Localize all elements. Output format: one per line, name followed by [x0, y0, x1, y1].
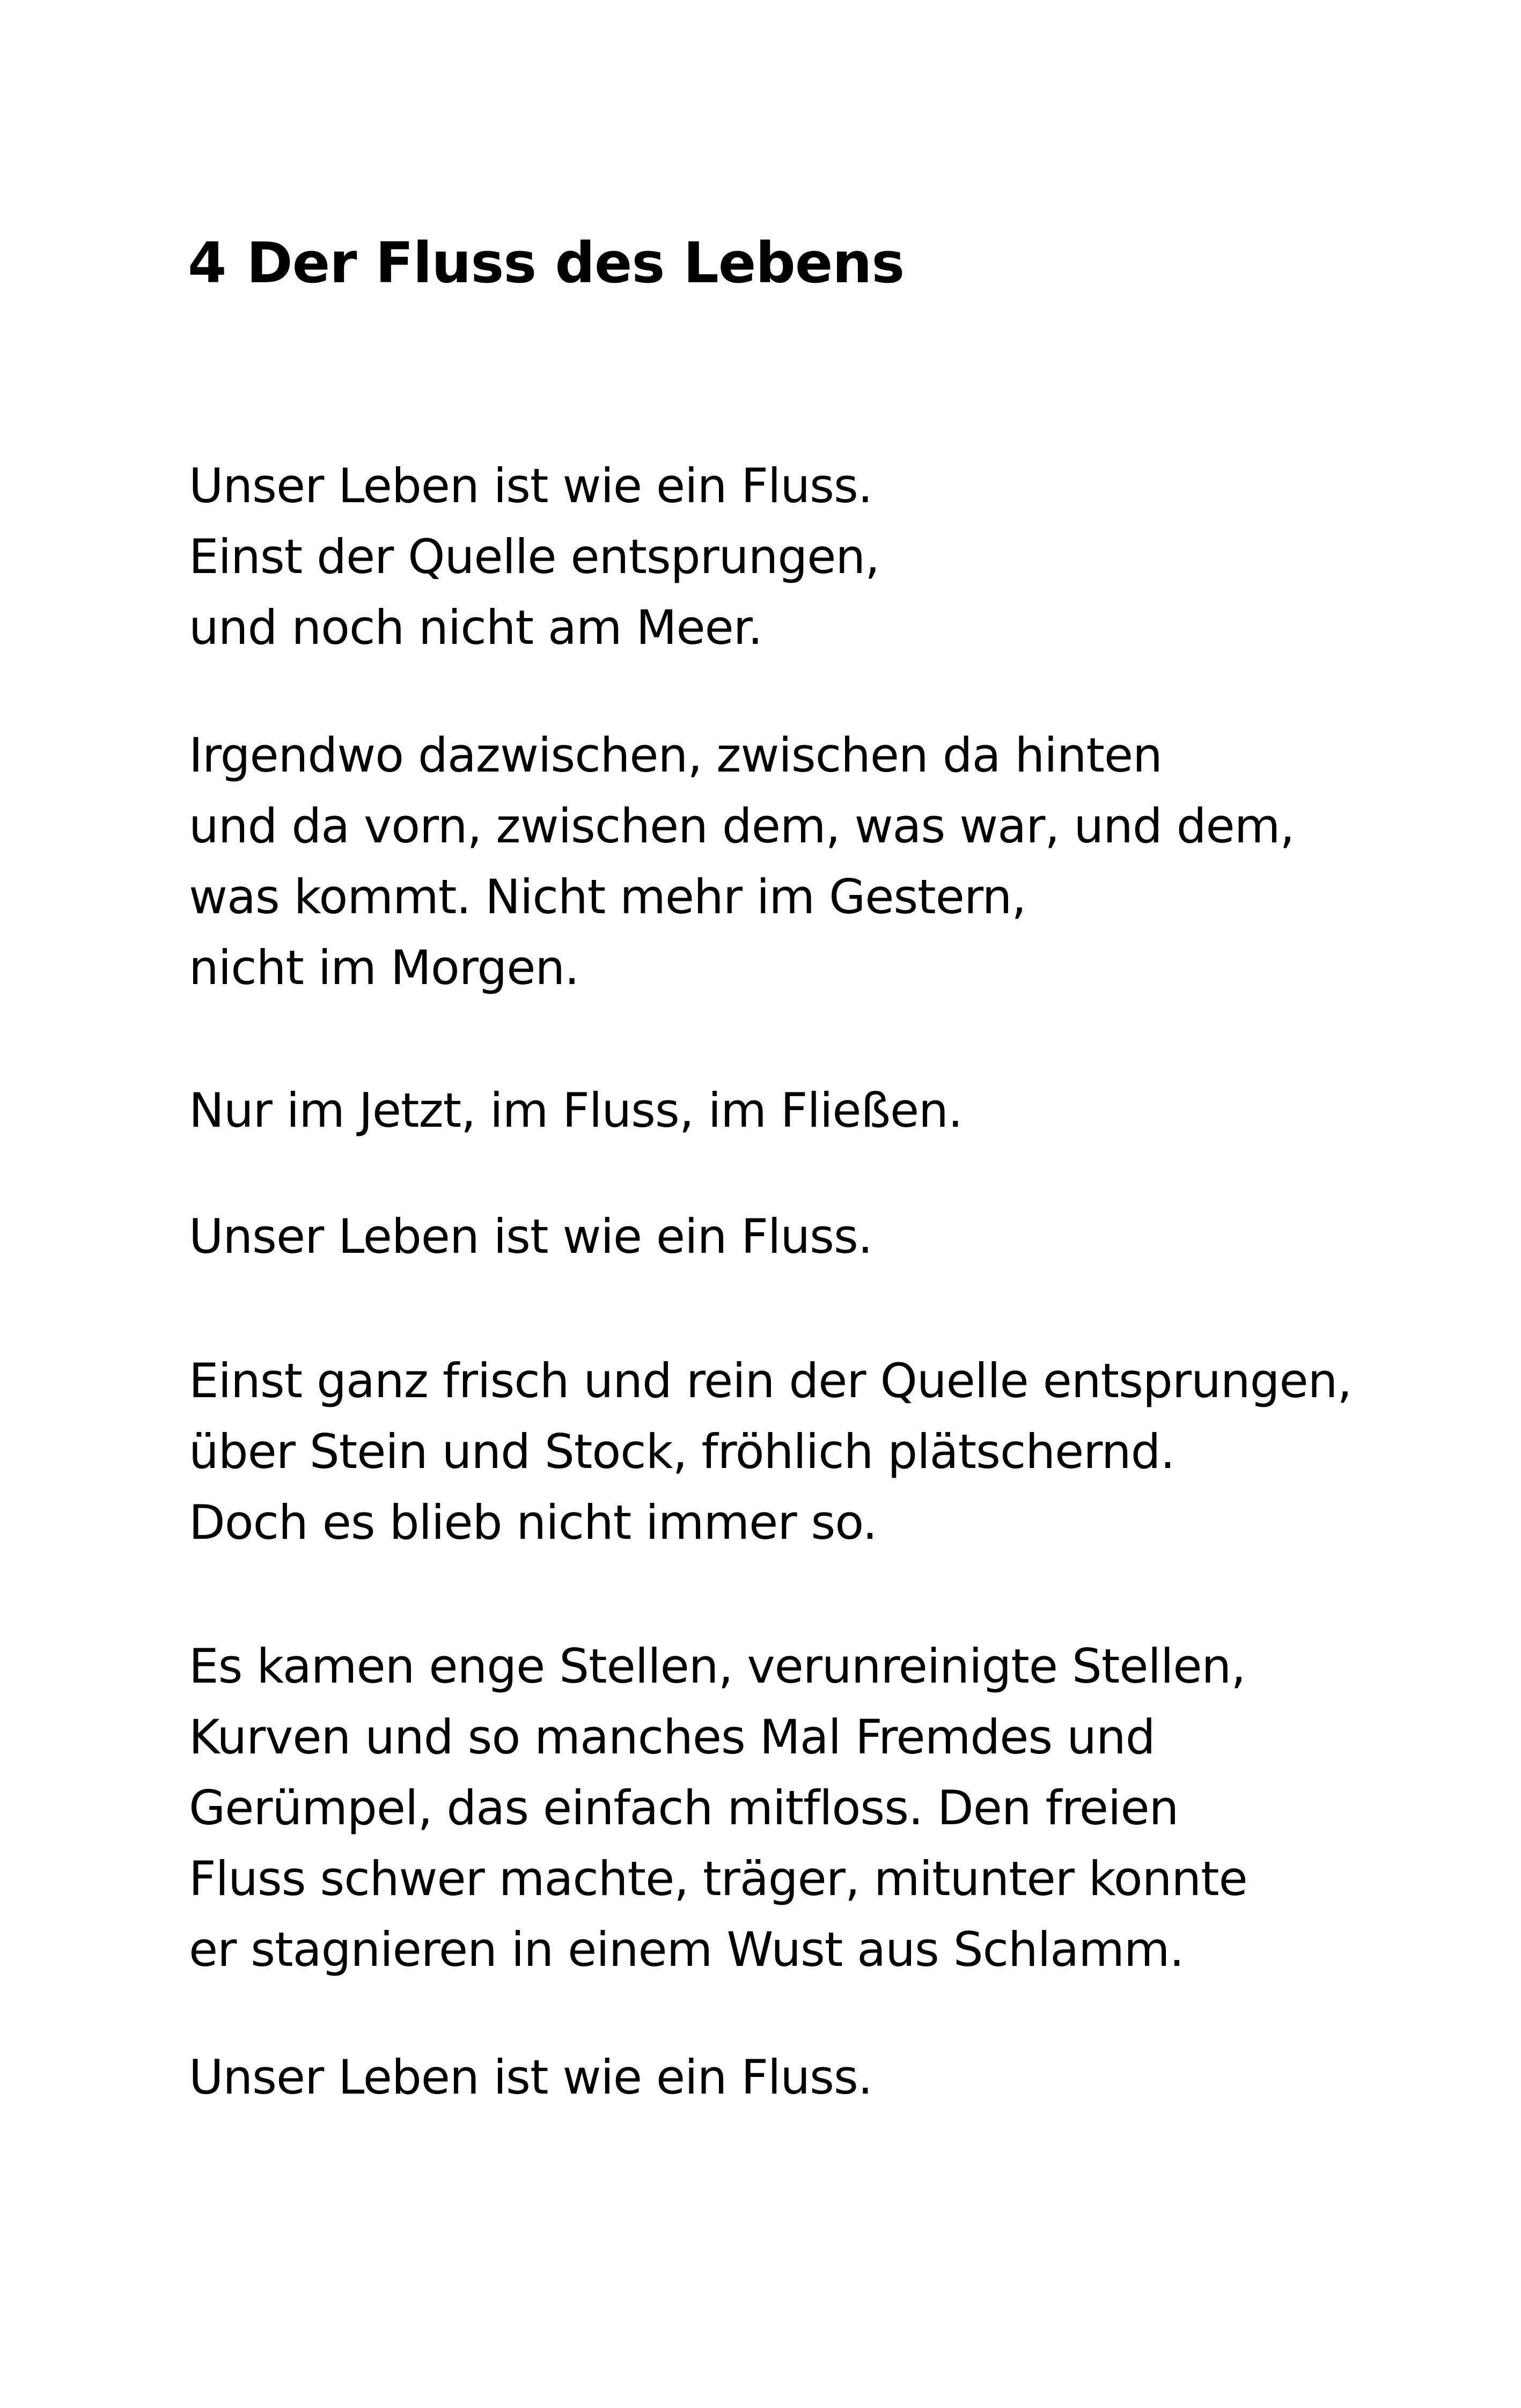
poem-line: Kurven und so manches Mal Fremdes und: [189, 1709, 1155, 1765]
poem-line: Einst der Quelle entsprungen,: [189, 529, 880, 584]
chapter-title: Der Fluss des Lebens: [246, 230, 905, 296]
poem-line: Einst ganz frisch und rein der Quelle entsprungen,: [189, 1353, 1352, 1408]
poem-line: und noch nicht am Meer.: [189, 600, 762, 655]
chapter-number: 4: [188, 230, 226, 296]
poem-line: Unser Leben ist wie ein Fluss.: [189, 1209, 872, 1264]
poem-line: er stagnieren in einem Wust aus Schlamm.: [189, 1922, 1184, 1977]
poem-line: Nur im Jetzt, im Fluss, im Fließen.: [189, 1083, 962, 1138]
chapter-heading: [188, 230, 904, 297]
poem-line: nicht im Morgen.: [189, 940, 579, 995]
poem-line: was kommt. Nicht mehr im Gestern,: [189, 869, 1026, 924]
poem-line: Es kamen enge Stellen, verunreinigte Stellen,: [189, 1639, 1246, 1694]
poem-line: Unser Leben ist wie ein Fluss.: [189, 2050, 872, 2105]
poem-line: und da vorn, zwischen dem, was war, und dem,: [189, 798, 1295, 854]
poem-line: Irgendwo dazwischen, zwischen da hinten: [189, 728, 1162, 783]
poem-line: Fluss schwer machte, träger, mitunter konnte: [189, 1851, 1247, 1906]
poem-line: Doch es blieb nicht immer so.: [189, 1495, 877, 1550]
poem-line: Gerümpel, das einfach mitfloss. Den freien: [189, 1780, 1179, 1836]
poem-line: über Stein und Stock, fröhlich plätschernd.: [189, 1424, 1175, 1479]
poem-line: Unser Leben ist wie ein Fluss.: [189, 458, 872, 513]
